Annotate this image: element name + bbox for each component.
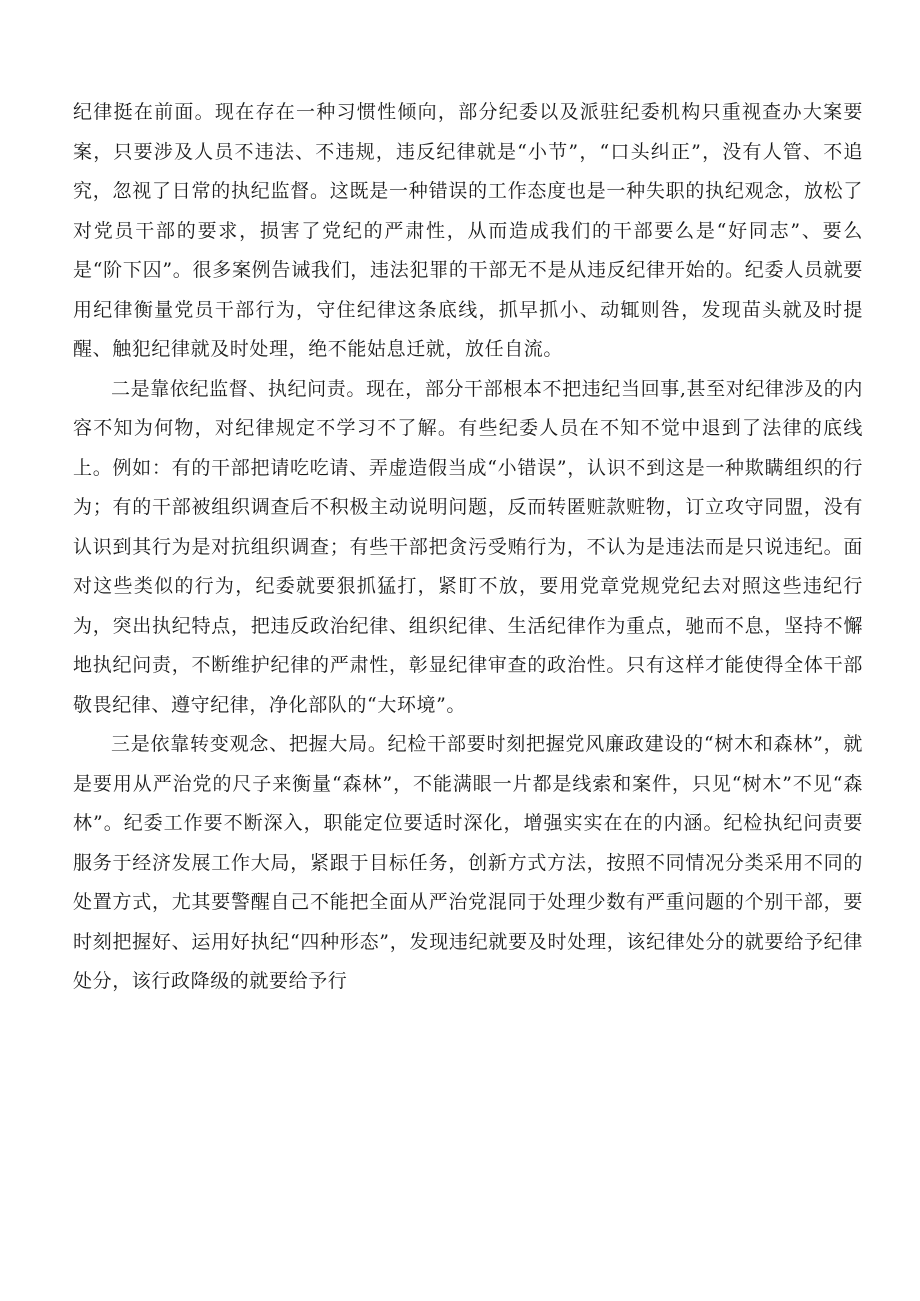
paragraph-third-point: 三是依靠转变观念、把握大局。纪检干部要时刻把握党风廉政建设的“树木和森林”，就是要用从严治党的尺子来衡量“森林”，不能满眼一片都是线索和案件，只见“树木”不见“森林”。纪委工作要不断深入，职能定位要适时深化，增强实实在在的内涵。纪检执纪问责要服务于经济发展工作大局，紧跟于目标任务，创新方式方法，按照不同情况分类采用不同的处置方式，尤其要警醒自己不能把全面从严治党混同于处理少数有严重问题的个别干部，要时刻把握好、运用好执纪“四种形态”，发现违纪就要及时处理，该纪律处分的就要给予纪律处分，该行政降级的就要给予行 [73, 733, 863, 992]
paragraph-second-point: 二是靠依纪监督、执纪问责。现在，部分干部根本不把违纪当回事,甚至对纪律涉及的内容不知为何物，对纪律规定不学习不了解。有些纪委人员在不知不觉中退到了法律的底线上。例如：有的干部把请吃吃请、弄虚造假当成“小错误”，认识不到这是一种欺瞒组织的行为；有的干部被组织调查后不积极主动说明问题，反而转匿赃款赃物，订立攻守同盟，没有认识到其行为是对抗组织调查；有些干部把贪污受贿行为，不认为是违法而是只说违纪。面对这些类似的行为，纪委就要狠抓猛打，紧盯不放，要用党章党规党纪去对照这些违纪行为，突出执纪特点，把违反政治纪律、组织纪律、生活纪律作为重点，驰而不息，坚持不懈地执纪问责，不断维护纪律的严肃性，彰显纪律审查的政治性。只有这样才能使得全体干部敬畏纪律、遵守纪律，净化部队的“大环境”。 [73, 377, 863, 716]
document-body [73, 93, 863, 1002]
paragraph-continued: 纪律挺在前面。现在存在一种习惯性倾向，部分纪委以及派驻纪委机构只重视查办大案要案，只要涉及人员不违法、不违规，违反纪律就是“小节”，“口头纠正”，没有人管、不追究，忽视了日常的执纪监督。这既是一种错误的工作态度也是一种失职的执纪观念，放松了对党员干部的要求，损害了党纪的严肃性，从而造成我们的干部要么是“好同志”、要么是“阶下囚”。很多案例告诫我们，违法犯罪的干部无不是从违反纪律开始的。纪委人员就要用纪律衡量党员干部行为，守住纪律这条底线，抓早抓小、动辄则咎，发现苗头就及时提醒、触犯纪律就及时处理，绝不能姑息迁就，放任自流。 [73, 101, 863, 360]
